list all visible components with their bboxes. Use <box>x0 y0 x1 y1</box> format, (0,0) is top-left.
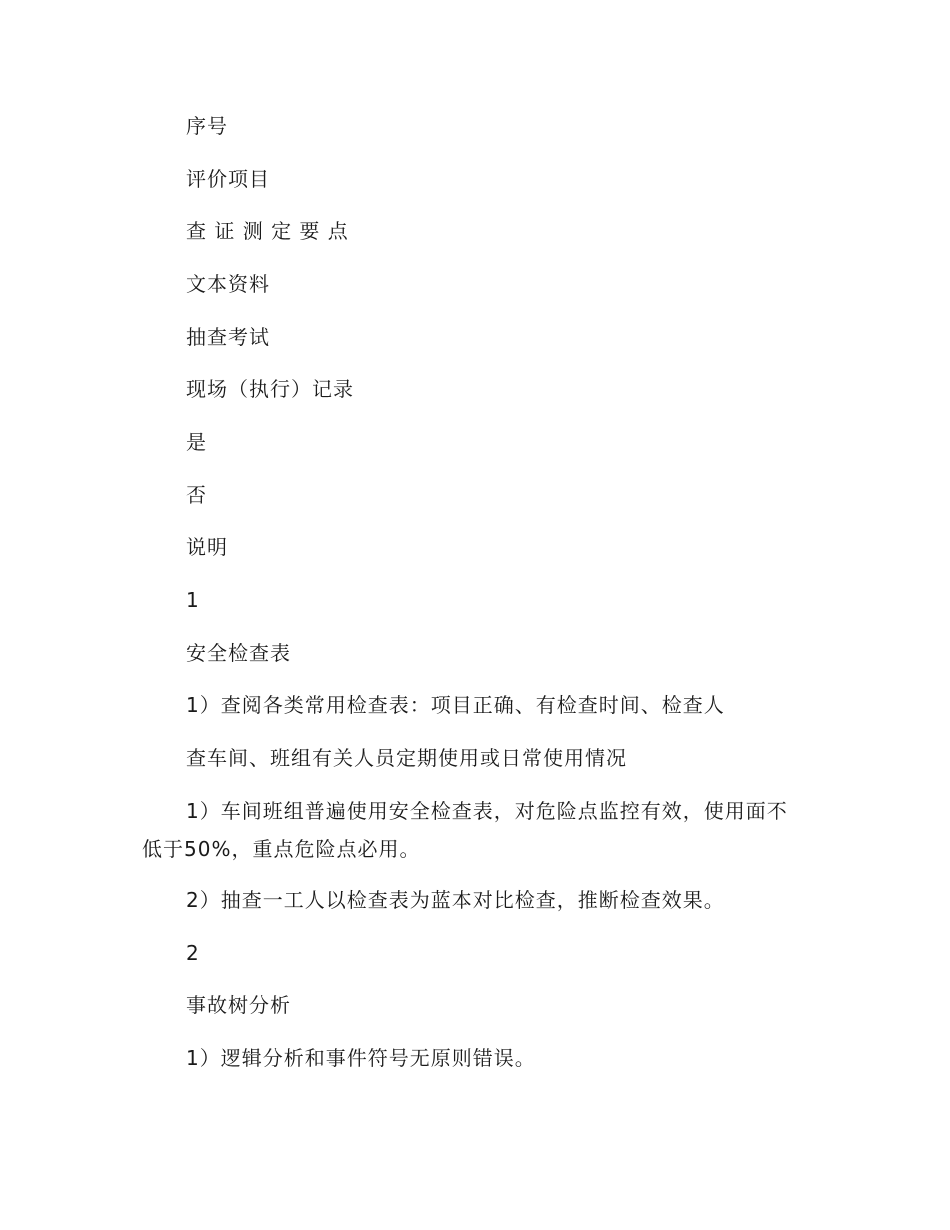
text-line-workshop-criteria-continued: 低于50%，重点危险点必用。 <box>142 837 421 861</box>
text-line-documents: 文本资料 <box>186 272 270 296</box>
text-line-serial-number: 序号 <box>186 114 228 138</box>
text-line-fault-tree-analysis: 事故树分析 <box>186 993 291 1017</box>
text-line-check-points: 查 证 测 定 要 点 <box>186 219 349 243</box>
text-line-item-number-2: 2 <box>186 941 200 965</box>
text-line-safety-checklist: 安全检查表 <box>186 641 291 665</box>
text-line-workshop-criteria: 1）车间班组普遍使用安全检查表，对危险点监控有效，使用面不 <box>186 799 788 823</box>
text-line-logic-analysis: 1）逻辑分析和事件符号无原则错误。 <box>186 1046 536 1070</box>
text-line-remarks: 说明 <box>186 535 228 559</box>
text-line-item-number-1: 1 <box>186 588 200 612</box>
text-line-yes: 是 <box>186 430 207 454</box>
text-line-workshop-usage: 查车间、班组有关人员定期使用或日常使用情况 <box>186 746 627 770</box>
text-line-spot-exam: 抽查考试 <box>186 325 270 349</box>
text-line-evaluation-item: 评价项目 <box>186 167 270 191</box>
text-line-site-record: 现场（执行）记录 <box>186 377 354 401</box>
text-line-no: 否 <box>186 483 207 507</box>
text-line-checklist-review: 1）查阅各类常用检查表：项目正确、有检查时间、检查人 <box>186 693 725 717</box>
text-line-worker-spot-check: 2）抽查一工人以检查表为蓝本对比检查，推断检查效果。 <box>186 888 725 912</box>
